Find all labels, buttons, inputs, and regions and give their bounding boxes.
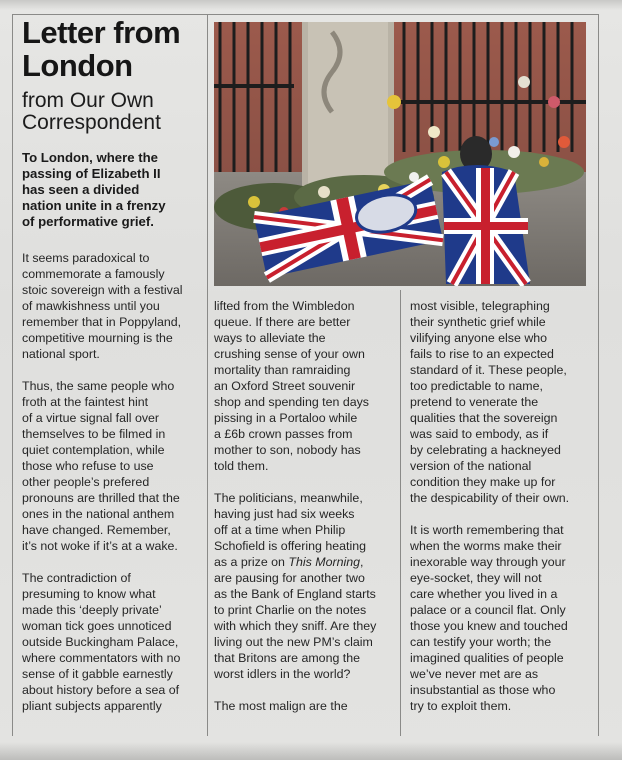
page-top-shadow (0, 0, 622, 10)
text-line: standard of it. These people, (410, 363, 567, 377)
text-line: The most malign are the (214, 699, 348, 713)
text-line: those who refuse to use (22, 459, 154, 473)
text-line: to print Charlie on the notes (214, 603, 367, 617)
text-line: pissing in a Portaloo while (214, 411, 358, 425)
standfirst-line: passing of Elizabeth II (22, 166, 161, 181)
text-line: woman tick goes unnoticed (22, 619, 172, 633)
text-line: lifted from the Wimbledon (214, 299, 355, 313)
text-column-1 (22, 250, 210, 730)
text-line: mother to son, nobody has (214, 443, 361, 457)
standfirst-line: has seen a divided (22, 182, 140, 197)
text-line: shop and spending ten days (214, 395, 370, 409)
text-line: insubstantial as those who (410, 683, 556, 697)
text-line: inexorable way through your (410, 555, 566, 569)
text-line: the despicability of their own. (410, 491, 570, 505)
text-line: by celebrating a hackneyed (410, 443, 561, 457)
text-line: Schofield is offering heating (214, 539, 367, 553)
text-line: told them. (214, 459, 269, 473)
standfirst-line: of performative grief. (22, 214, 154, 229)
text-line: remember that in Poppyland, (22, 315, 182, 329)
text-line: stoic sovereign with a festival (22, 283, 183, 297)
text-line: care whether you lived in a (410, 587, 558, 601)
text-line: where commentators with no (22, 651, 181, 665)
standfirst-line: nation unite in a frenzy (22, 198, 166, 213)
paragraph (214, 698, 402, 714)
text-line: ones in the national anthem (22, 507, 175, 521)
text-column-2 (214, 298, 402, 730)
text-line: it’s not woke if it’s at a wake. (22, 539, 178, 553)
column-rule-right (598, 14, 599, 736)
text-line: are pausing for another two (214, 571, 365, 585)
text-line: try to exploit them. (410, 699, 512, 713)
text-line: The contradiction of (22, 571, 131, 585)
paragraph (214, 298, 402, 474)
text-line: worst idlers in the world? (214, 667, 351, 681)
text-line: living out the new PM’s claim (214, 635, 373, 649)
text-line: made this ‘deeply private’ (22, 603, 162, 617)
standfirst (22, 150, 207, 230)
text-line: of mawkishness until you (22, 299, 160, 313)
text-line: with which they sniff. Are they (214, 619, 377, 633)
text-line: can testify your worth; the (410, 635, 552, 649)
text-line: competitive mourning is the (22, 331, 173, 345)
headline-line: London (22, 48, 133, 83)
text-column-3 (410, 298, 598, 730)
text-line: pronouns are thrilled that the (22, 491, 180, 505)
text-line: palace or a council flat. Only (410, 603, 566, 617)
text-line: froth at the faintest hint (22, 395, 149, 409)
text-line: queue. If there are better (214, 315, 351, 329)
headline (22, 16, 202, 82)
text-line: It is worth remembering that (410, 523, 564, 537)
text-line: version of the national (410, 459, 532, 473)
page-bottom-shadow (0, 742, 622, 760)
text-line: about history before a sea of (22, 683, 180, 697)
text-line: vilifying anyone else who (410, 331, 548, 345)
text-line: quiet contemplation, while (22, 443, 165, 457)
text-line: imagined qualities of people (410, 651, 564, 665)
text-line: condition they make up for (410, 475, 556, 489)
text-line: It seems paradoxical to (22, 251, 150, 265)
paragraph (214, 490, 402, 682)
text-line: have changed. Remember, (22, 523, 171, 537)
tribute-photo (214, 22, 586, 286)
text-line: other people’s prefered (22, 475, 150, 489)
text-line: a £6b crown passes from (214, 427, 353, 441)
text-line: as the Bank of England starts (214, 587, 376, 601)
text-line: when the worms make their (410, 539, 562, 553)
text-line: crushing sense of your own (214, 347, 365, 361)
text-line: eye-socket, they will not (410, 571, 542, 585)
text-line: having just had six weeks (214, 507, 355, 521)
text-line: fails to rise to an expected (410, 347, 554, 361)
subheadline (22, 90, 212, 134)
text-line: pretend to venerate the (410, 395, 539, 409)
headline-line: Letter from (22, 15, 181, 50)
text-line: that Britons are among the (214, 651, 361, 665)
text-line: commemorate a famously (22, 267, 165, 281)
text-line: off at a time when Philip (214, 523, 346, 537)
paragraph (410, 522, 598, 714)
text-line: those you knew and touched (410, 619, 568, 633)
paragraph (410, 298, 598, 506)
text-line: pliant subjects apparently (22, 699, 162, 713)
text-line: Thus, the same people who (22, 379, 175, 393)
paragraph (22, 570, 210, 714)
standfirst-line: To London, where the (22, 150, 159, 165)
text-line: national sport. (22, 347, 100, 361)
text-line: most visible, telegraphing (410, 299, 550, 313)
text-line: was said to embody, as if (410, 427, 549, 441)
text-line: ways to alleviate the (214, 331, 326, 345)
column-rule-left (12, 14, 13, 736)
text-line: outside Buckingham Palace, (22, 635, 179, 649)
text-line: we’ve never met are as (410, 667, 539, 681)
text-line: presuming to know what (22, 587, 156, 601)
text-line: as a prize on This Morning, (214, 555, 364, 569)
text-line: qualities that the sovereign (410, 411, 558, 425)
paragraph (22, 250, 210, 362)
text-line: their synthetic grief while (410, 315, 546, 329)
paragraph (22, 378, 210, 554)
text-line: themselves to be filmed in (22, 427, 166, 441)
text-line: of a virtue signal fall over (22, 411, 160, 425)
programme-title: This Morning (288, 555, 361, 569)
text-line: an Oxford Street souvenir (214, 379, 356, 393)
text-line: sense of it gabble earnestly (22, 667, 173, 681)
photo-image (214, 22, 586, 286)
text-line: mortality than ramraiding (214, 363, 351, 377)
text-line: too predictable to name, (410, 379, 543, 393)
subhead-line: from Our Own (22, 89, 154, 112)
text-line: The politicians, meanwhile, (214, 491, 363, 505)
subhead-line: Correspondent (22, 111, 161, 134)
